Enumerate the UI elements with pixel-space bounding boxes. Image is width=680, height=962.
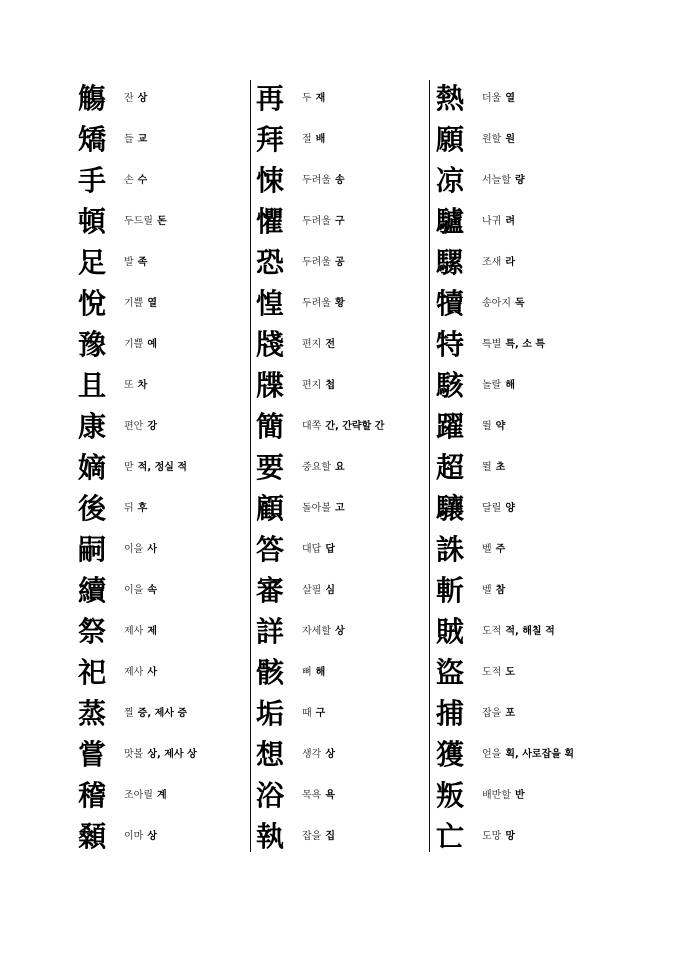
reading: 강 (147, 420, 157, 432)
meaning: 벨 (482, 584, 492, 596)
meaning: 뼈 (302, 666, 312, 678)
gloss (482, 298, 525, 310)
list-item (436, 283, 636, 324)
reading: 속 (147, 584, 157, 596)
gloss (302, 585, 335, 597)
column-2 (256, 78, 426, 856)
list-item (256, 406, 426, 447)
gloss (482, 503, 515, 515)
list-item (256, 324, 426, 365)
reading: 초 (495, 461, 506, 473)
gloss (482, 216, 515, 228)
meaning: 배반할 (482, 789, 511, 801)
reading: 독 (514, 297, 525, 309)
reading: 사 (147, 666, 157, 678)
list-item (436, 242, 636, 283)
gloss (302, 339, 335, 351)
hanja-char: 嫡 (78, 450, 107, 484)
reading: 적, 정실 적 (137, 461, 188, 473)
hanja-char: 再 (256, 81, 285, 115)
list-item (78, 242, 248, 283)
list-item (256, 160, 426, 201)
gloss (482, 257, 515, 269)
list-item (256, 78, 426, 119)
list-item (256, 529, 426, 570)
meaning: 들 (124, 133, 134, 145)
column-3 (436, 78, 636, 856)
list-item (436, 652, 636, 693)
reading: 첩 (325, 379, 335, 391)
hanja-char: 亡 (436, 819, 465, 853)
meaning: 뛸 (482, 420, 492, 432)
list-item (256, 693, 426, 734)
hanja-char: 詳 (256, 614, 285, 648)
list-item (78, 570, 248, 611)
reading: 공 (334, 256, 345, 268)
hanja-char: 恐 (256, 245, 285, 279)
list-item (78, 447, 248, 488)
hanja-char: 祭 (78, 614, 107, 648)
reading: 배 (315, 133, 326, 145)
meaning: 특별 (482, 338, 502, 350)
hanja-char: 嘗 (78, 737, 107, 771)
list-item (256, 816, 426, 857)
hanja-char: 賊 (436, 614, 465, 648)
gloss (482, 339, 545, 351)
hanja-char: 牋 (256, 327, 285, 361)
reading: 획, 사로잡을 획 (505, 748, 575, 760)
reading: 적, 해칠 적 (505, 625, 555, 637)
gloss (124, 626, 157, 638)
list-item (78, 529, 248, 570)
meaning: 제사 (124, 625, 144, 637)
list-item (256, 570, 426, 611)
list-item (78, 119, 248, 160)
gloss (124, 749, 197, 761)
gloss (482, 421, 505, 433)
gloss (124, 667, 157, 679)
list-item (436, 201, 636, 242)
meaning: 자세할 (302, 625, 331, 637)
meaning: 이을 (124, 584, 144, 596)
gloss (482, 749, 574, 761)
meaning: 절 (302, 133, 312, 145)
meaning: 얻을 (482, 748, 502, 760)
reading: 상 (334, 625, 345, 637)
list-item (436, 78, 636, 119)
meaning: 나귀 (482, 215, 502, 227)
hanja-char: 拜 (256, 122, 285, 156)
reading: 약 (495, 420, 506, 432)
meaning: 목욕 (302, 789, 322, 801)
reading: 사 (147, 543, 157, 555)
list-item (256, 242, 426, 283)
hanja-char: 手 (78, 163, 107, 197)
hanja-char: 想 (256, 737, 285, 771)
gloss (482, 544, 505, 556)
meaning: 맏 (124, 461, 134, 473)
hanja-char: 祀 (78, 655, 107, 689)
reading: 상, 제사 상 (147, 748, 197, 760)
reading: 차 (137, 379, 148, 391)
meaning: 뛸 (482, 461, 492, 473)
gloss (482, 667, 515, 679)
meaning: 도적 (482, 625, 502, 637)
gloss (124, 708, 187, 720)
meaning: 두려울 (302, 297, 331, 309)
meaning: 또 (124, 379, 134, 391)
meaning: 잡을 (482, 707, 502, 719)
meaning: 도망 (482, 830, 502, 842)
hanja-char: 牒 (256, 368, 285, 402)
meaning: 조새 (482, 256, 502, 268)
meaning: 원할 (482, 133, 502, 145)
gloss (302, 298, 345, 310)
hanja-char: 驤 (436, 491, 465, 525)
hanja-char: 叛 (436, 778, 465, 812)
list-item (256, 611, 426, 652)
meaning: 대답 (302, 543, 322, 555)
list-item (436, 406, 636, 447)
reading: 상 (325, 748, 335, 760)
reading: 해 (315, 666, 326, 678)
meaning: 대쪽 (302, 420, 322, 432)
gloss (482, 134, 515, 146)
hanja-char: 答 (256, 532, 285, 566)
list-item (256, 488, 426, 529)
meaning: 돌아볼 (302, 502, 331, 514)
reading: 특, 소 특 (505, 338, 546, 350)
reading: 제 (147, 625, 157, 637)
column-divider (250, 80, 251, 852)
gloss (302, 175, 345, 187)
meaning: 기쁠 (124, 297, 144, 309)
meaning: 중요할 (302, 461, 331, 473)
gloss (482, 831, 515, 843)
hanja-char: 捕 (436, 696, 465, 730)
list-item (436, 119, 636, 160)
hanja-char: 簡 (256, 409, 285, 443)
hanja-char: 足 (78, 245, 107, 279)
gloss (302, 790, 335, 802)
gloss (482, 790, 525, 802)
list-item (78, 324, 248, 365)
reading: 상 (147, 830, 157, 842)
list-item (436, 529, 636, 570)
gloss (482, 93, 515, 105)
list-item (256, 447, 426, 488)
gloss (482, 585, 505, 597)
meaning: 벨 (482, 543, 492, 555)
list-item (256, 201, 426, 242)
list-item (436, 324, 636, 365)
hanja-char: 垢 (256, 696, 285, 730)
meaning: 생각 (302, 748, 322, 760)
list-item (78, 816, 248, 857)
list-item (436, 570, 636, 611)
list-item (256, 775, 426, 816)
hanja-char: 稽 (78, 778, 107, 812)
reading: 해 (505, 379, 515, 391)
list-item (78, 693, 248, 734)
reading: 요 (334, 461, 345, 473)
list-item (78, 160, 248, 201)
reading: 간, 간략할 간 (325, 420, 385, 432)
hanja-char: 頓 (78, 204, 107, 238)
list-item (78, 283, 248, 324)
meaning: 때 (302, 707, 312, 719)
hanja-char: 特 (436, 327, 465, 361)
reading: 주 (495, 543, 506, 555)
list-item (436, 611, 636, 652)
hanja-char: 審 (256, 573, 285, 607)
reading: 욕 (325, 789, 335, 801)
reading: 송 (334, 174, 345, 186)
meaning: 뒤 (124, 502, 134, 514)
hanja-char: 後 (78, 491, 107, 525)
gloss (124, 298, 157, 310)
gloss (302, 544, 335, 556)
reading: 고 (334, 502, 345, 514)
hanja-char: 悚 (256, 163, 285, 197)
reading: 반 (514, 789, 525, 801)
gloss (124, 421, 157, 433)
reading: 열 (505, 92, 515, 104)
gloss (302, 134, 325, 146)
hanja-char: 犢 (436, 286, 465, 320)
reading: 후 (137, 502, 148, 514)
hanja-char: 要 (256, 450, 285, 484)
reading: 원 (505, 133, 515, 145)
gloss (124, 831, 157, 843)
meaning: 이마 (124, 830, 144, 842)
reading: 계 (156, 789, 167, 801)
meaning: 이을 (124, 543, 144, 555)
hanja-char: 願 (436, 122, 465, 156)
list-item (436, 160, 636, 201)
hanja-char: 康 (78, 409, 107, 443)
meaning: 편지 (302, 338, 322, 350)
hanja-char: 超 (436, 450, 465, 484)
gloss (302, 749, 335, 761)
reading: 참 (495, 584, 506, 596)
reading: 황 (334, 297, 345, 309)
reading: 예 (147, 338, 157, 350)
gloss (482, 462, 505, 474)
meaning: 서늘할 (482, 174, 511, 186)
hanja-char: 且 (78, 368, 107, 402)
list-item (436, 447, 636, 488)
list-item (78, 78, 248, 119)
gloss (302, 93, 325, 105)
column-1 (78, 78, 248, 856)
hanja-char: 骸 (256, 655, 285, 689)
gloss (124, 380, 147, 392)
reading: 집 (325, 830, 335, 842)
meaning: 잡을 (302, 830, 322, 842)
reading: 전 (325, 338, 335, 350)
hanja-char: 騾 (436, 245, 465, 279)
column-divider (429, 80, 430, 852)
hanja-char: 驢 (436, 204, 465, 238)
reading: 답 (325, 543, 335, 555)
list-item (256, 652, 426, 693)
hanja-char: 盜 (436, 655, 465, 689)
meaning: 잔 (124, 92, 134, 104)
hanja-char: 獲 (436, 737, 465, 771)
list-item (78, 488, 248, 529)
reading: 망 (505, 830, 515, 842)
reading: 양 (505, 502, 515, 514)
list-item (78, 365, 248, 406)
reading: 재 (315, 92, 326, 104)
gloss (302, 216, 345, 228)
gloss (124, 585, 157, 597)
list-item (436, 816, 636, 857)
list-item (78, 406, 248, 447)
hanja-char: 蒸 (78, 696, 107, 730)
list-item (436, 734, 636, 775)
meaning: 송아지 (482, 297, 511, 309)
list-item (436, 693, 636, 734)
gloss (302, 421, 384, 433)
meaning: 편지 (302, 379, 322, 391)
reading: 포 (505, 707, 515, 719)
reading: 돈 (156, 215, 167, 227)
hanja-char: 凉 (436, 163, 465, 197)
gloss (302, 667, 325, 679)
meaning: 손 (124, 174, 134, 186)
gloss (482, 380, 515, 392)
hanja-char: 惶 (256, 286, 285, 320)
hanja-char: 執 (256, 819, 285, 853)
gloss (124, 790, 167, 802)
hanja-char: 悅 (78, 286, 107, 320)
hanja-char: 誅 (436, 532, 465, 566)
meaning: 두려울 (302, 215, 331, 227)
gloss (124, 175, 147, 187)
gloss (302, 831, 335, 843)
hanja-char: 躍 (436, 409, 465, 443)
list-item (436, 488, 636, 529)
gloss (302, 503, 345, 515)
hanja-char: 熱 (436, 81, 465, 115)
list-item (436, 365, 636, 406)
hanja-char: 顙 (78, 819, 107, 853)
gloss (124, 134, 147, 146)
gloss (124, 257, 147, 269)
hanja-char: 駭 (436, 368, 465, 402)
list-item (256, 283, 426, 324)
meaning: 두 (302, 92, 312, 104)
gloss (302, 257, 345, 269)
gloss (302, 626, 345, 638)
reading: 구 (315, 707, 326, 719)
gloss (482, 626, 555, 638)
list-item (256, 734, 426, 775)
list-item (256, 365, 426, 406)
list-item (78, 734, 248, 775)
meaning: 살필 (302, 584, 322, 596)
hanja-char: 懼 (256, 204, 285, 238)
meaning: 놀랄 (482, 379, 502, 391)
meaning: 두려울 (302, 174, 331, 186)
list-item (256, 119, 426, 160)
list-item (78, 652, 248, 693)
reading: 려 (505, 215, 515, 227)
meaning: 조아릴 (124, 789, 153, 801)
gloss (302, 708, 325, 720)
gloss (124, 93, 147, 105)
gloss (302, 380, 335, 392)
reading: 증, 제사 증 (137, 707, 188, 719)
list-item (78, 201, 248, 242)
reading: 심 (325, 584, 335, 596)
meaning: 발 (124, 256, 134, 268)
gloss (124, 339, 157, 351)
hanja-char: 續 (78, 573, 107, 607)
reading: 량 (514, 174, 525, 186)
reading: 족 (137, 256, 148, 268)
meaning: 제사 (124, 666, 144, 678)
meaning: 더울 (482, 92, 502, 104)
hanja-char: 觴 (78, 81, 107, 115)
reading: 열 (147, 297, 157, 309)
reading: 상 (137, 92, 148, 104)
gloss (124, 216, 167, 228)
meaning: 찔 (124, 707, 134, 719)
hanja-char: 矯 (78, 122, 107, 156)
gloss (124, 544, 157, 556)
reading: 도 (505, 666, 515, 678)
meaning: 달릴 (482, 502, 502, 514)
meaning: 기쁠 (124, 338, 144, 350)
reading: 구 (334, 215, 345, 227)
gloss (124, 503, 147, 515)
meaning: 편안 (124, 420, 144, 432)
hanja-char: 豫 (78, 327, 107, 361)
reading: 수 (137, 174, 148, 186)
hanja-char: 浴 (256, 778, 285, 812)
reading: 라 (505, 256, 515, 268)
hanja-char: 顧 (256, 491, 285, 525)
list-item (78, 611, 248, 652)
gloss (302, 462, 345, 474)
meaning: 도적 (482, 666, 502, 678)
hanja-char: 斬 (436, 573, 465, 607)
meaning: 두려울 (302, 256, 331, 268)
meaning: 맛볼 (124, 748, 144, 760)
hanja-char: 嗣 (78, 532, 107, 566)
reading: 교 (137, 133, 148, 145)
list-item (78, 775, 248, 816)
gloss (482, 175, 525, 187)
gloss (124, 462, 187, 474)
list-item (436, 775, 636, 816)
gloss (482, 708, 515, 720)
meaning: 두드릴 (124, 215, 153, 227)
